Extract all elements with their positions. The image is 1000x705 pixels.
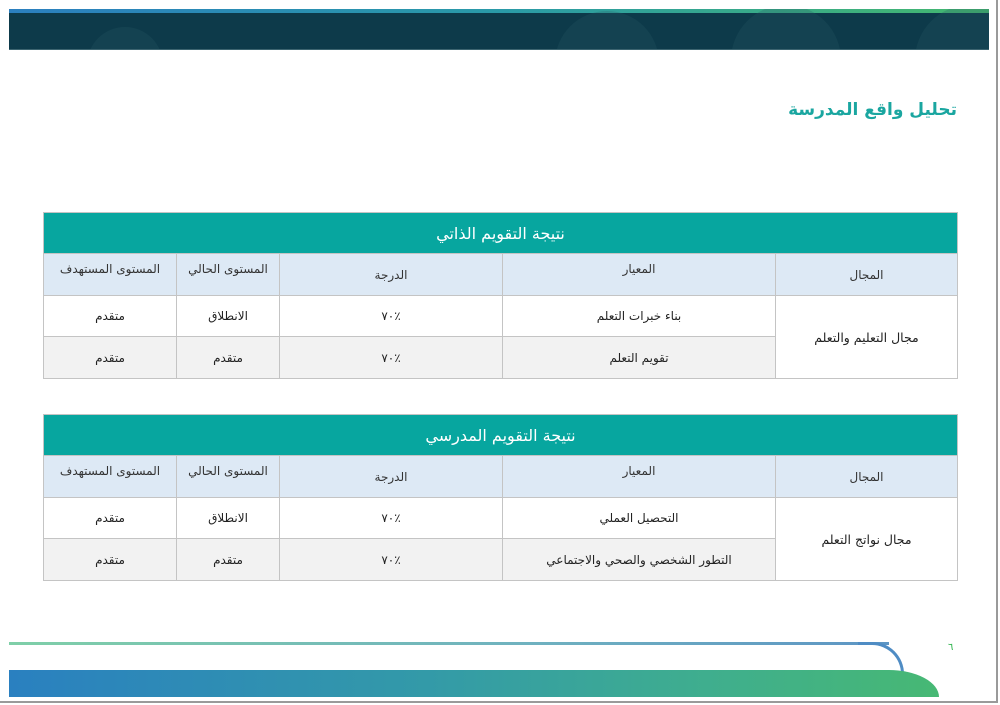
header-domain: المجال [775,254,957,296]
table-title: نتيجة التقويم المدرسي [44,415,957,456]
banner-gradient-stripe [9,9,989,13]
header-target-level: المستوى المستهدف [44,254,176,296]
footer-band [9,670,939,697]
target-level-cell: متقدم [44,337,176,378]
header-criterion: المعيار [502,456,775,498]
top-banner [9,9,989,50]
banner-bottom-line [9,49,989,50]
grade-cell: ٪٧٠ [279,539,502,580]
current-level-cell: الانطلاق [176,296,279,337]
banner-decor-circle [87,27,163,50]
criterion-cell: تقويم التعلم [502,337,775,378]
header-domain: المجال [775,456,957,498]
criterion-cell: التحصيل العملي [502,498,775,539]
domain-cell: مجال التعليم والتعلم [775,296,957,378]
banner-decor-circle [915,9,989,50]
header-grade: الدرجة [279,254,502,296]
table-title: نتيجة التقويم الذاتي [44,213,957,254]
criterion-cell: التطور الشخصي والصحي والاجتماعي [502,539,775,580]
header-current-level: المستوى الحالي [176,456,279,498]
target-level-cell: متقدم [44,296,176,337]
header-current-level: المستوى الحالي [176,254,279,296]
header-target-level: المستوى المستهدف [44,456,176,498]
grade-cell: ٪٧٠ [279,498,502,539]
section-title: تحليل واقع المدرسة [788,100,957,120]
target-level-cell: متقدم [44,498,176,539]
table-grid [44,456,957,580]
header-grade: الدرجة [279,456,502,498]
grade-cell: ٪٧٠ [279,296,502,337]
self-evaluation-table [43,212,958,379]
banner-decor-circle [555,11,659,50]
header-criterion: المعيار [502,254,775,296]
target-level-cell: متقدم [44,539,176,580]
banner-decor-circle [731,9,841,50]
criterion-cell: بناء خبرات التعلم [502,296,775,337]
page-number: ٦ [948,642,954,653]
school-evaluation-table [43,414,958,581]
domain-cell: مجال نواتج التعلم [775,498,957,580]
grade-cell: ٪٧٠ [279,337,502,378]
current-level-cell: متقدم [176,337,279,378]
current-level-cell: الانطلاق [176,498,279,539]
current-level-cell: متقدم [176,539,279,580]
footer-line [9,642,889,645]
table-grid [44,254,957,378]
